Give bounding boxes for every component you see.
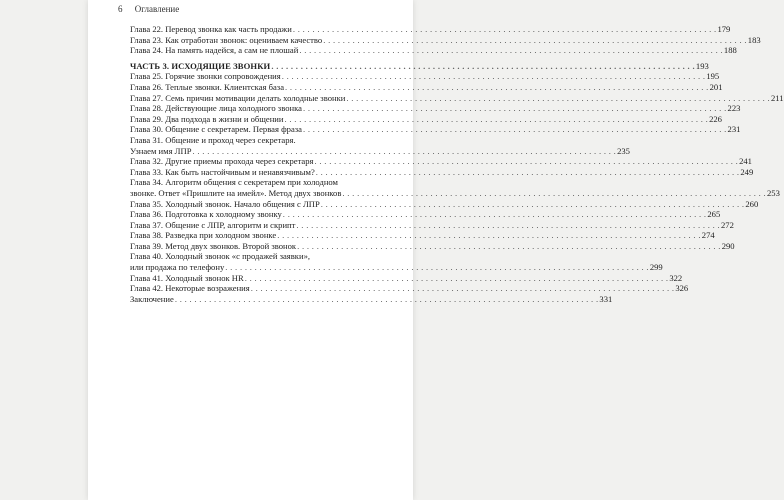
dot-leader xyxy=(193,146,617,157)
toc-entry-title: Глава 27. Семь причин мотивации делать холодные звонки xyxy=(130,92,346,103)
toc-entry-page: 290 xyxy=(721,240,735,251)
toc-entry-page: 272 xyxy=(720,219,734,230)
toc-entry-title: Глава 25. Горячие звонки сопровождения xyxy=(130,71,281,82)
page-header xyxy=(118,4,179,14)
toc-entry-page: 226 xyxy=(709,113,722,124)
table-of-contents xyxy=(130,24,784,304)
toc-entry xyxy=(130,209,721,220)
toc-entry-title: Глава 22. Перевод звонка как часть продажи xyxy=(130,24,292,34)
toc-entry-title-line1: Глава 31. Общение и проход через секретаря. xyxy=(130,134,296,145)
toc-entry xyxy=(130,45,737,56)
toc-entry-title-line2: звонке. Ответ «Пришлите на имейл». Метод двух звонков xyxy=(130,187,342,198)
toc-entry xyxy=(130,219,734,231)
dot-leader xyxy=(303,124,727,135)
toc-entry xyxy=(130,283,689,294)
toc-entry-page: 211 xyxy=(770,92,784,103)
toc-entry xyxy=(130,187,780,199)
toc-entry-title: Глава 42. Некоторые возражения xyxy=(130,283,250,294)
toc-entry-title: Глава 35. Холодный звонок. Начало общения с ЛПР xyxy=(130,198,320,209)
dot-leader xyxy=(285,82,709,93)
toc-entry xyxy=(130,71,720,82)
dot-leader xyxy=(323,35,747,46)
page-number: 6 xyxy=(118,4,123,14)
dot-leader xyxy=(251,283,675,294)
dot-leader xyxy=(296,220,720,231)
dot-leader xyxy=(285,114,709,125)
toc-entry xyxy=(130,145,630,157)
toc-entry xyxy=(130,113,722,125)
toc-entry xyxy=(130,24,731,35)
dot-leader xyxy=(282,71,706,82)
toc-entry-title: Глава 32. Другие приемы прохода через секретаря xyxy=(130,156,314,167)
toc-entry-title: Глава 36. Подготовка к холодному звонку xyxy=(130,209,282,220)
toc-entry-page: 188 xyxy=(723,45,737,56)
dot-leader xyxy=(303,103,727,114)
toc-entry-title: Глава 33. Как быть настойчивым и ненавязчивым? xyxy=(130,166,315,177)
dot-leader xyxy=(277,230,701,241)
toc-entry xyxy=(130,156,752,167)
toc-entry-title: Глава 23. Как отработан звонок: оцениваем качество xyxy=(130,34,323,45)
toc-entry-title-line1: Глава 34. Алгоритм общения с секретарем при холодном xyxy=(130,177,338,188)
toc-entry-page: 299 xyxy=(649,262,663,273)
toc-entry xyxy=(130,198,759,210)
toc-entry-page: 260 xyxy=(745,198,759,209)
dot-leader xyxy=(225,262,649,273)
dot-leader xyxy=(175,294,599,305)
toc-entry xyxy=(130,272,683,284)
toc-entry-page: 223 xyxy=(727,103,741,114)
toc-entry-title-line2: или продажа по телефону xyxy=(130,262,225,273)
toc-entry xyxy=(130,103,741,114)
dot-leader xyxy=(293,24,717,35)
toc-entry-page: 331 xyxy=(599,293,613,304)
toc-entry xyxy=(130,230,715,241)
toc-entry xyxy=(130,124,741,135)
toc-entry xyxy=(130,92,784,104)
toc-entry xyxy=(130,81,723,93)
toc-entry-page: 231 xyxy=(727,124,741,135)
toc-entry xyxy=(130,166,754,178)
toc-entry xyxy=(130,262,663,273)
toc-entry-title: Глава 37. Общение с ЛПР, алгоритм и скрипт xyxy=(130,219,296,230)
dot-leader xyxy=(342,188,766,199)
toc-entry-title: Глава 24. На память надейся, а сам не плошай xyxy=(130,45,299,56)
toc-entry-title: Глава 29. Два подхода в жизни и общении xyxy=(130,113,284,124)
part-page: 193 xyxy=(695,60,709,71)
toc-entry-title: Заключение xyxy=(130,293,174,304)
toc-entry xyxy=(130,34,761,46)
toc-entry-title: Глава 30. Общение с секретарем. Первая фраза xyxy=(130,124,302,135)
toc-entry-title-line1: Глава 40. Холодный звонок «с продажей заявки», xyxy=(130,251,311,262)
dot-leader xyxy=(315,156,739,167)
toc-entry-page: 195 xyxy=(706,71,720,82)
toc-entry-page: 253 xyxy=(766,187,780,198)
toc-entry-page: 249 xyxy=(740,166,754,177)
dot-leader xyxy=(245,273,669,284)
toc-entry xyxy=(130,240,735,252)
toc-entry-page: 241 xyxy=(739,156,752,167)
dot-leader xyxy=(321,199,745,210)
toc-entry-title: Глава 28. Действующие лица холодного звонка xyxy=(130,103,302,114)
toc-entry-title: Глава 38. Разведка при холодном звонке xyxy=(130,230,277,241)
dot-leader xyxy=(271,61,695,72)
toc-entry-title-line2: Узнаем имя ЛПР xyxy=(130,145,192,156)
toc-entry-page: 201 xyxy=(709,81,723,92)
toc-entry-title: Глава 39. Метод двух звонков. Второй звонок xyxy=(130,240,297,251)
dot-leader xyxy=(299,45,723,56)
part-title: ЧАСТЬ 3. ИСХОДЯЩИЕ ЗВОНКИ xyxy=(130,60,271,71)
toc-entry-page: 235 xyxy=(617,145,630,156)
dot-leader xyxy=(346,93,770,104)
toc-entry-page: 322 xyxy=(669,272,683,283)
toc-entry-page: 265 xyxy=(707,209,721,220)
dot-leader xyxy=(316,167,740,178)
toc-entry xyxy=(130,293,613,305)
toc-entry-page: 326 xyxy=(675,283,689,294)
dot-leader xyxy=(297,241,721,252)
toc-entry-page: 179 xyxy=(717,24,731,34)
book-page xyxy=(88,0,784,500)
toc-entry-page: 274 xyxy=(701,230,715,241)
dot-leader xyxy=(283,209,707,220)
part-heading xyxy=(130,60,709,72)
toc-entry-page: 183 xyxy=(747,34,761,45)
toc-entry-title: Глава 41. Холодный звонок HR xyxy=(130,272,244,283)
running-title: Оглавление xyxy=(134,4,180,14)
toc-entry-title: Глава 26. Теплые звонки. Клиентская база xyxy=(130,81,285,92)
